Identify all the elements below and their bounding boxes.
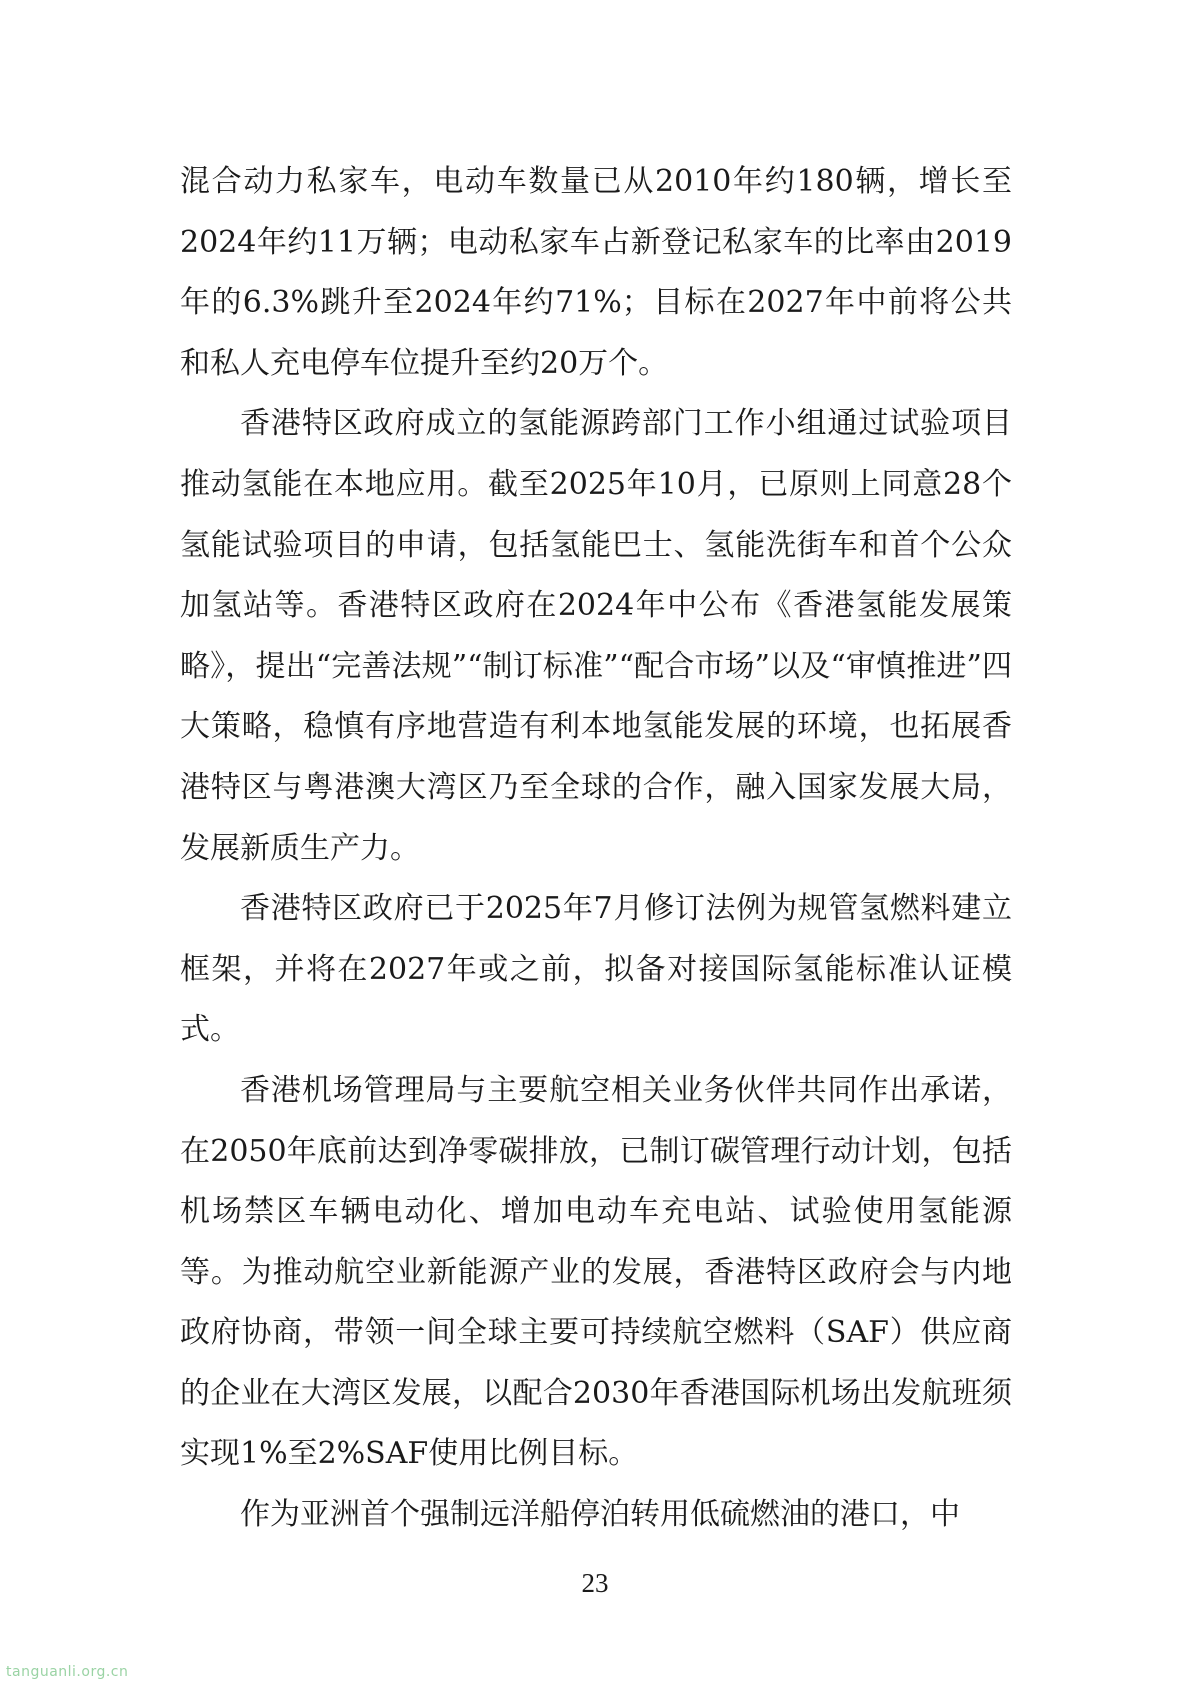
page-number: 23 <box>581 1568 609 1598</box>
document-body <box>180 152 1012 1546</box>
paragraph-4: 香港机场管理局与主要航空相关业务伙伴共同作出承诺，在2050年底前达到净零碳排放，已制订碳管理行动计划，包括机场禁区车辆电动化、增加电动车充电站、试验使用氢能源等。为推动航空业新能源产业的发展，香港特区政府会与内地政府协商，带领一间全球主要可持续航空燃料（SAF）供应商的企业在大湾区发展，以配合2030年香港国际机场出发航班须实现1%至2%SAF使用比例目标。 <box>180 1072 1012 1472</box>
paragraph-2: 香港特区政府成立的氢能源跨部门工作小组通过试验项目推动氢能在本地应用。截至2025年10月，已原则上同意28个氢能试验项目的申请，包括氢能巴士、氢能洗街车和首个公众加氢站等。香港特区政府在2024年中公布《香港氢能发展策略》，提出“完善法规”“制订标准”“配合市场”以及“审慎推进”四大策略，稳慎有序地营造有利本地氢能发展的环境，也拓展香港特区与粤港澳大湾区乃至全球的合作，融入国家发展大局，发展新质生产力。 <box>180 406 1012 866</box>
paragraph-3: 香港特区政府已于2025年7月修订法例为规管氢燃料建立框架，并将在2027年或之前，拟备对接国际氢能标准认证模式。 <box>180 891 1012 1048</box>
watermark-text: tanguanli.org.cn <box>6 1664 129 1680</box>
paragraph-1: 混合动力私家车，电动车数量已从2010年约180辆，增长至2024年约11万辆；电动私家车占新登记私家车的比率由2019年的6.3%跳升至2024年约71%；目标在2027年中前将公共和私人充电停车位提升至约20万个。 <box>180 164 1012 381</box>
paragraph-5: 作为亚洲首个强制远洋船停泊转用低硫燃油的港口，中 <box>240 1497 960 1533</box>
